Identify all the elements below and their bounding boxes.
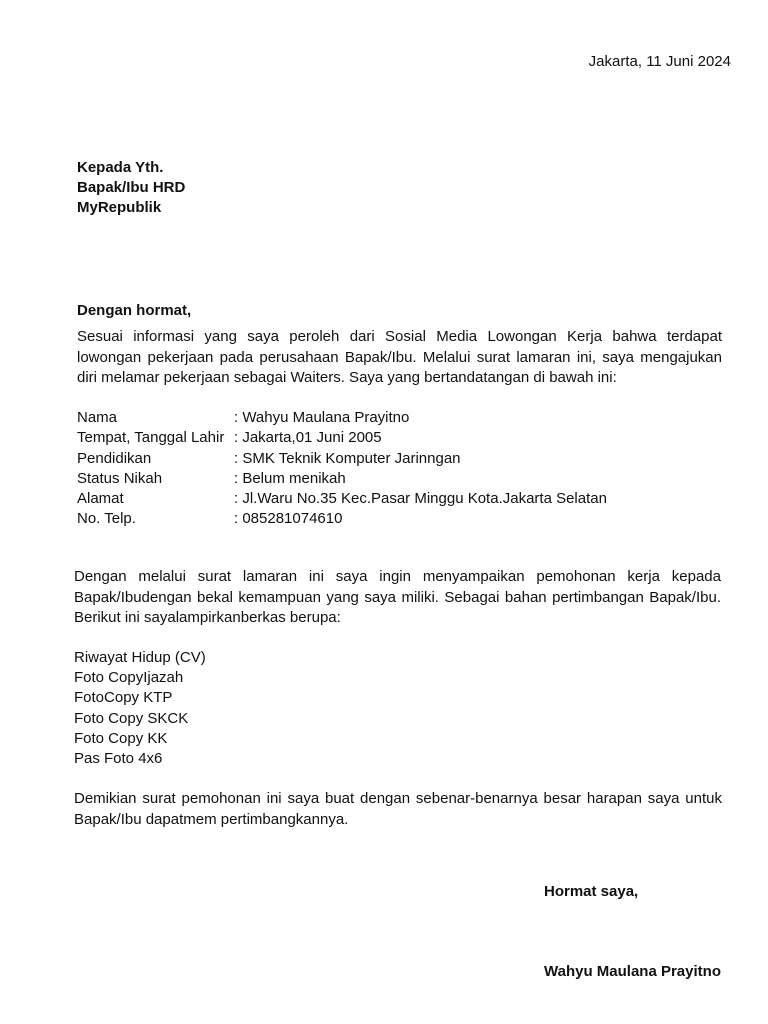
applicant-details <box>77 408 607 530</box>
body-paragraph: Dengan melalui surat lamaran ini saya ingin menyampaikan pemohonan kerja kepada Bapak/Ibudengan bekal kemampuan yang saya miliki. Sebagai bahan pertimbangan Bapak/Ibu. Berikut ini sayalampirkanberkas berupa: <box>74 568 721 626</box>
detail-label: Alamat <box>77 490 124 508</box>
greeting: Dengan hormat, <box>77 302 192 319</box>
detail-row <box>77 489 607 509</box>
detail-value: : 085281074610 <box>234 510 343 528</box>
detail-value: : Belum menikah <box>234 469 346 487</box>
recipient-line: Kepada Yth. <box>77 159 164 176</box>
conclusion-paragraph: Demikian surat pemohonan ini saya buat dengan sebenar-benarnya besar harapan saya untuk Bapak/Ibu dapatmem pertimbangkannya. <box>74 790 722 828</box>
detail-value: : SMK Teknik Komputer Jarinngan <box>234 449 461 467</box>
detail-row <box>77 469 607 489</box>
detail-label: Pendidikan <box>77 449 152 467</box>
attachment-item: Foto CopyIjazah <box>74 669 184 687</box>
detail-value: : Jakarta,01 Juni 2005 <box>234 429 382 447</box>
detail-label: Status Nikah <box>77 469 163 487</box>
intro-paragraph: Sesuai informasi yang saya peroleh dari Sosial Media Lowongan Kerja bahwa terdapat lowongan pekerjaan pada perusahaan Bapak/Ibu. Melalui surat lamaran ini, saya mengajukan diri melamar pekerjaan sebagai Waiters. Saya yang bertandatangan di bawah ini: <box>77 328 722 386</box>
detail-label: No. Telp. <box>77 510 136 528</box>
recipient-line: MyRepublik <box>77 199 162 216</box>
detail-label: Nama <box>77 409 118 426</box>
detail-value: : Jl.Waru No.35 Kec.Pasar Minggu Kota.Jakarta Selatan <box>234 490 607 508</box>
detail-row <box>77 408 607 428</box>
attachment-item: Foto Copy KK <box>74 729 168 747</box>
attachment-item: Pas Foto 4x6 <box>74 750 163 768</box>
detail-row <box>77 449 607 469</box>
attachment-list <box>74 648 206 769</box>
closing: Hormat saya, <box>544 883 639 900</box>
attachment-item: Riwayat Hidup (CV) <box>74 649 206 666</box>
detail-row <box>77 428 607 448</box>
recipient-line: Bapak/Ibu HRD <box>77 179 186 196</box>
attachment-item: Foto Copy SKCK <box>74 709 189 727</box>
attachment-item: FotoCopy KTP <box>74 689 173 707</box>
detail-row <box>77 509 607 529</box>
signer-name: Wahyu Maulana Prayitno <box>544 963 721 980</box>
recipient-block <box>77 158 185 218</box>
detail-label: Tempat, Tanggal Lahir <box>77 429 225 447</box>
letter-date: Jakarta, 11 Juni 2024 <box>588 53 731 70</box>
detail-value: : Wahyu Maulana Prayitno <box>234 409 410 426</box>
